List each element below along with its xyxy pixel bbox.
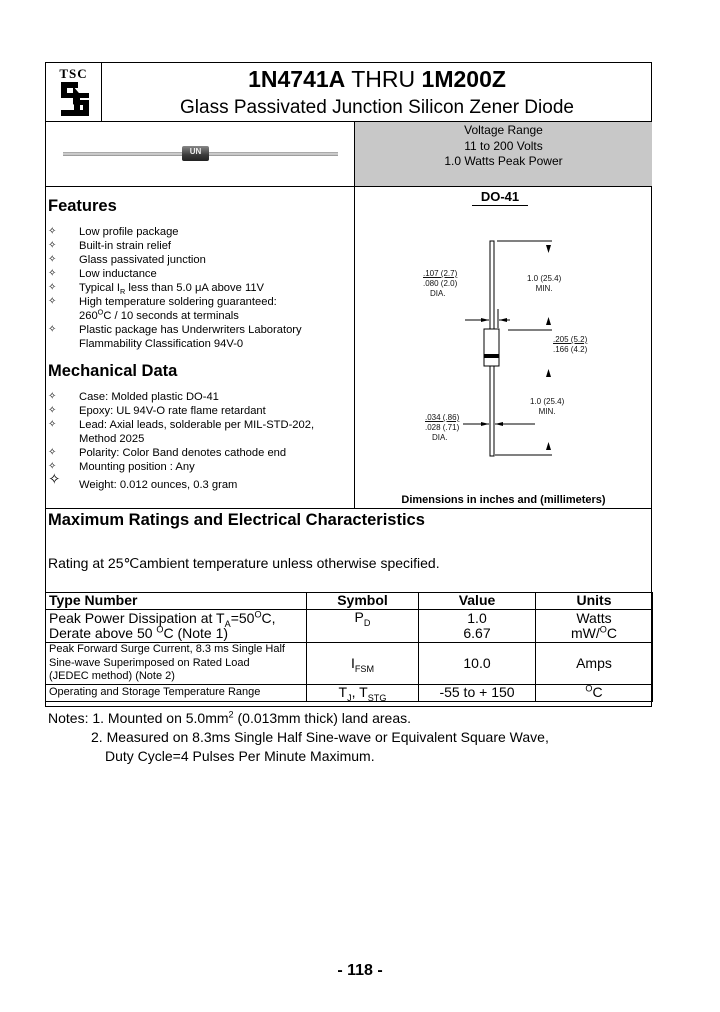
notes (48, 709, 549, 766)
diamond-bullet-icon: ✧ (48, 461, 57, 472)
diamond-bullet-icon: ✧ (48, 419, 57, 430)
lead-diameter-dim: .034 (.86) .028 (.71) DIA. (425, 413, 460, 442)
diamond-bullet-icon: ✧ (48, 268, 57, 279)
param-cell: Peak Power Dissipation at $T_A=50^OC$, Derate above 50 $^O$C (Note 1) (46, 610, 307, 643)
table-row (46, 610, 653, 643)
table-row (46, 643, 653, 685)
dimensions-caption: Dimensions in inches and (millimeters) (401, 494, 606, 506)
page-title: 1N4741A THRU 1M200Z (248, 66, 506, 92)
list-item: ✧ High temperature soldering guaranteed: $260^OC / 10$ seconds at terminals (48, 296, 277, 322)
page-number: - 118 - (337, 962, 383, 979)
voltage-range-label: Voltage Range (464, 123, 543, 137)
peak-power-value: 1.0 Watts Peak Power (444, 154, 563, 168)
column-header-units: Units (536, 593, 653, 610)
diamond-bullet-icon: ✧ (48, 282, 57, 293)
symbol-cell: $I_{FSM}$ (307, 643, 419, 685)
diamond-bullet-icon: ✧ (48, 391, 57, 402)
list-item: ✧ Mounting position : Any (48, 461, 195, 473)
diamond-bullet-icon: ✧ (48, 254, 57, 265)
tsc-logo (46, 63, 101, 121)
unit-cell: Amps (536, 643, 653, 685)
ratings-subheading: Rating at 25℃ambient temperature unless otherwise specified. (48, 555, 440, 571)
note-2-continued: Duty Cycle=4 Pulses Per Minute Maximum. (105, 748, 375, 764)
bottom-lead-length-dim: 1.0 (25.4) MIN. (530, 397, 565, 416)
symbol-cell: $T_J$, $T_{STG}$ (307, 685, 419, 702)
page-subtitle: Glass Passivated Junction Silicon Zener Diode (180, 97, 574, 118)
diamond-bullet-icon: ✧ (48, 226, 57, 237)
spec-summary-box (355, 122, 652, 186)
diamond-bullet-icon: ✧ (48, 405, 57, 416)
body-diameter-dim: .107 (2.7) .080 (2.0) DIA. (423, 269, 458, 298)
list-item: ✧ Low profile package (48, 226, 179, 238)
features-heading: Features (48, 197, 117, 215)
note-1: Notes: 1. Mounted on $5.0mm^2$ (0.013mm thick) land areas. (48, 709, 412, 726)
top-lead-length-dim: 1.0 (25.4) MIN. (527, 274, 562, 293)
mechanical-list (48, 390, 353, 492)
column-header-symbol: Symbol (307, 593, 419, 610)
param-cell: Peak Forward Surge Current, 8.3 ms Single Half Sine-wave Superimposed on Rated Load (JEDEC method) (Note 2) (46, 643, 307, 685)
list-item: ✧ Weight: 0.012 ounces, 0.3 gram (48, 471, 238, 491)
list-item: ✧ Polarity: Color Band denotes cathode end (48, 447, 287, 459)
diamond-bullet-icon: ✧ (48, 447, 57, 458)
mechanical-heading: Mechanical Data (48, 362, 178, 380)
diamond-bullet-icon: ✧ (48, 471, 61, 488)
body-length-dim: .205 (5.2) .166 (4.2) (553, 335, 588, 354)
do41-dimension-drawing (355, 187, 652, 492)
symbol-cell: $P_D$ (307, 610, 419, 643)
ratings-table (45, 592, 653, 702)
column-header-value: Value (419, 593, 536, 610)
list-item: ✧ Glass passivated junction (48, 254, 206, 266)
voltage-range-value: 11 to 200 Volts (464, 138, 543, 153)
list-item: ✧ Typical $I_R$ less than 5.0 μA above 11V (48, 282, 265, 297)
column-header-type: Type Number (46, 593, 307, 610)
divider (45, 508, 652, 509)
package-name: DO-41 (472, 189, 528, 206)
note-2: 2. Measured on 8.3ms Single Half Sine-wave or Equivalent Square Wave, (91, 729, 549, 745)
diamond-bullet-icon: ✧ (48, 324, 57, 335)
value-cell: 10.0 (419, 643, 536, 685)
unit-cell: Watts mW/$^O$C (536, 610, 653, 643)
list-item: ✧ Built-in strain relief (48, 240, 172, 252)
diode-body: UN (182, 146, 209, 161)
logo-text: TSC (59, 66, 88, 81)
list-item: ✧ Lead: Axial leads, solderable per MIL-STD-202, Method 2025 (48, 419, 315, 445)
table-header-row (46, 593, 653, 610)
features-list (48, 225, 353, 351)
diamond-bullet-icon: ✧ (48, 240, 57, 251)
list-item: ✧ Epoxy: UL 94V-O rate flame retardant (48, 405, 266, 417)
value-cell: 1.0 6.67 (419, 610, 536, 643)
list-item: ✧ Low inductance (48, 268, 157, 280)
value-cell: -55 to + 150 (419, 685, 536, 702)
table-row (46, 685, 653, 702)
unit-cell: $^O$C (536, 685, 653, 702)
diamond-bullet-icon: ✧ (48, 296, 57, 307)
list-item: ✧ Case: Molded plastic DO-41 (48, 391, 219, 403)
tsc-logo-icon (61, 82, 89, 117)
list-item: ✧ Plastic package has Underwriters Laboratory Flammability Classification 94V-0 (48, 324, 302, 350)
ratings-heading: Maximum Ratings and Electrical Characteristics (48, 511, 425, 529)
param-cell: Operating and Storage Temperature Range (46, 685, 307, 702)
